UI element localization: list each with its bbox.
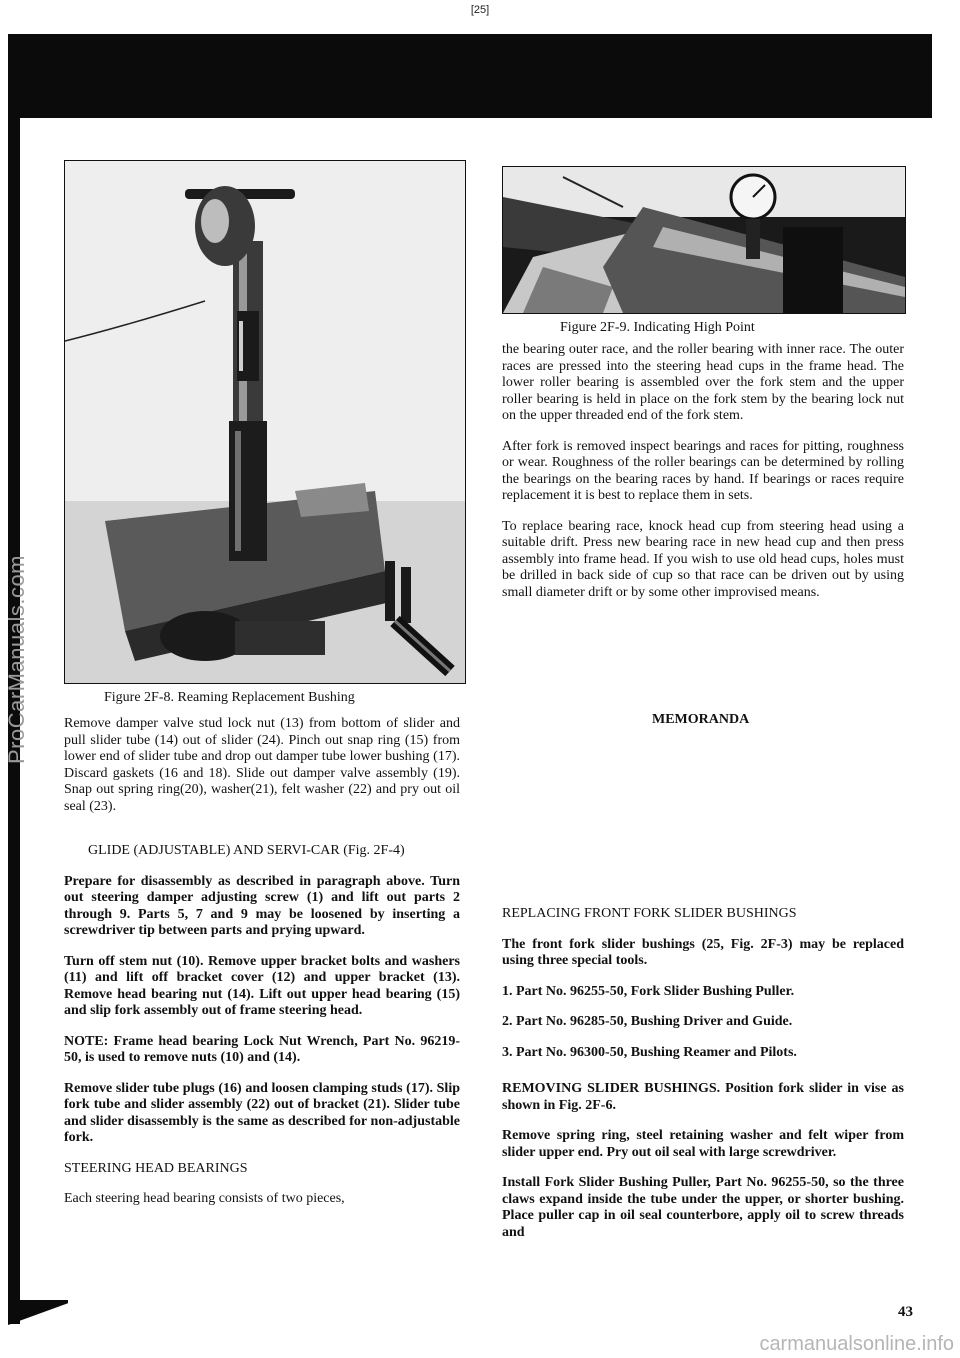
figure-right-caption: Figure 2F-9. Indicating High Point bbox=[560, 320, 755, 335]
reaming-photo-illustration bbox=[65, 161, 465, 683]
indicator-photo-illustration bbox=[503, 167, 905, 313]
heading-replacing-slider-bushings: REPLACING FRONT FORK SLIDER BUSHINGS bbox=[502, 906, 797, 921]
left-paragraph-1: Remove damper valve stud lock nut (13) from bottom of slider and pull slider tube (14) out of slider (24). Pinch out snap ring (15) from lower end of slider tube and drop out damper tube lower bushing (17). Discard gaskets (16 and 18). Slide out damper valve assembly (19). Snap out spring ring(20), washer(21), felt washer (22) and pry out oil seal (23). bbox=[64, 716, 460, 814]
right-paragraph-1: the bearing outer race, and the roller bearing with inner race. The outer races are pressed into the steering head cups in the frame head. The lower roller bearing is assembled over the fork stem and the upper roller bearing is held in place on the fork stem by the bearing lock nut on the upper threaded end of the fork stem. bbox=[502, 342, 904, 423]
right-paragraph-7: Install Fork Slider Bushing Puller, Part No. 96255-50, so the three claws expand inside the tube under the upper, or shorter bushing. Place puller cap in oil seal counterbore, apply oil to screw threads and bbox=[502, 1175, 904, 1240]
tool-list-item: 3. Part No. 96300-50, Bushing Reamer and Pilots. bbox=[502, 1044, 797, 1060]
right-column-lower bbox=[502, 906, 904, 1255]
right-paragraph-2: After fork is removed inspect bearings and races for pitting, roughness or wear. Roughness of the roller bearings can be determined by rolling the bearings on the bearing races by hand. If bearings or races require replacement it is best to replace them in sets. bbox=[502, 438, 904, 503]
left-paragraph-4: NOTE: Frame head bearing Lock Nut Wrench, Part No. 96219-50, is used to remove nuts (10) and (14). bbox=[64, 1033, 460, 1065]
figure-left-caption: Figure 2F-8. Reaming Replacement Bushing bbox=[104, 690, 355, 705]
right-column-upper bbox=[502, 342, 904, 615]
right-paragraph-4: The front fork slider bushings (25, Fig. 2F-3) may be replaced using three special tools. bbox=[502, 936, 904, 968]
page-number: 43 bbox=[898, 1304, 913, 1320]
right-paragraph-3: To replace bearing race, knock head cup from steering head using a suitable drift. Press new bearing race in new head cup and then press assembly into frame head. If you wish to use old head cups, holes must be drilled in back side of cup so that race can be driven out by using small diameter drift or by some other improvised means. bbox=[502, 518, 904, 600]
right-paragraph-5: REMOVING SLIDER BUSHINGS. Position fork slider in vise as shown in Fig. 2F-6. bbox=[502, 1081, 904, 1113]
watermark-bottom: carmanualsonline.info bbox=[759, 1333, 954, 1355]
left-paragraph-5: Remove slider tube plugs (16) and loosen clamping studs (17). Slip fork tube and slider assembly (22) out of bracket (21). Slider tube and slider disassembly is the same as described for non-adjustable fork. bbox=[64, 1080, 460, 1145]
left-column bbox=[64, 716, 460, 1222]
tool-list-item: 1. Part No. 96255-50, Fork Slider Bushing Puller. bbox=[502, 983, 795, 999]
heading-steering-head-bearings: STEERING HEAD BEARINGS bbox=[64, 1160, 248, 1176]
memoranda-heading: MEMORANDA bbox=[652, 712, 750, 727]
heading-glide: GLIDE (ADJUSTABLE) AND SERVI-CAR (Fig. 2F-4) bbox=[88, 843, 405, 858]
page-label: [25] bbox=[470, 4, 490, 16]
left-paragraph-6: Each steering head bearing consists of two pieces, bbox=[64, 1191, 345, 1206]
figure-indicating-high-point bbox=[502, 166, 906, 314]
figure-reaming-bushing bbox=[64, 160, 466, 684]
left-margin-rule-tail bbox=[8, 1300, 68, 1340]
left-paragraph-3: Turn off stem nut (10). Remove upper bracket bolts and washers (11) and lift off bracket cover (12) and upper bracket (13). Remove head bearing nut (14). Lift out upper head bearing (15) and slip fork assembly out of frame steering head. bbox=[64, 953, 460, 1018]
left-paragraph-2: Prepare for disassembly as described in paragraph above. Turn out steering damper adjusting screw (1) and lift out parts 2 through 9. Parts 5, 7 and 9 may be loosened by inserting a screwdriver tip between parts and prying upward. bbox=[64, 873, 460, 938]
tool-list-item: 2. Part No. 96285-50, Bushing Driver and Guide. bbox=[502, 1014, 793, 1029]
header-band bbox=[8, 34, 932, 118]
watermark-left: ProCarManuals.com bbox=[4, 555, 29, 765]
right-paragraph-6: Remove spring ring, steel retaining washer and felt wiper from slider upper end. Pry out oil seal with large screwdriver. bbox=[502, 1128, 904, 1160]
